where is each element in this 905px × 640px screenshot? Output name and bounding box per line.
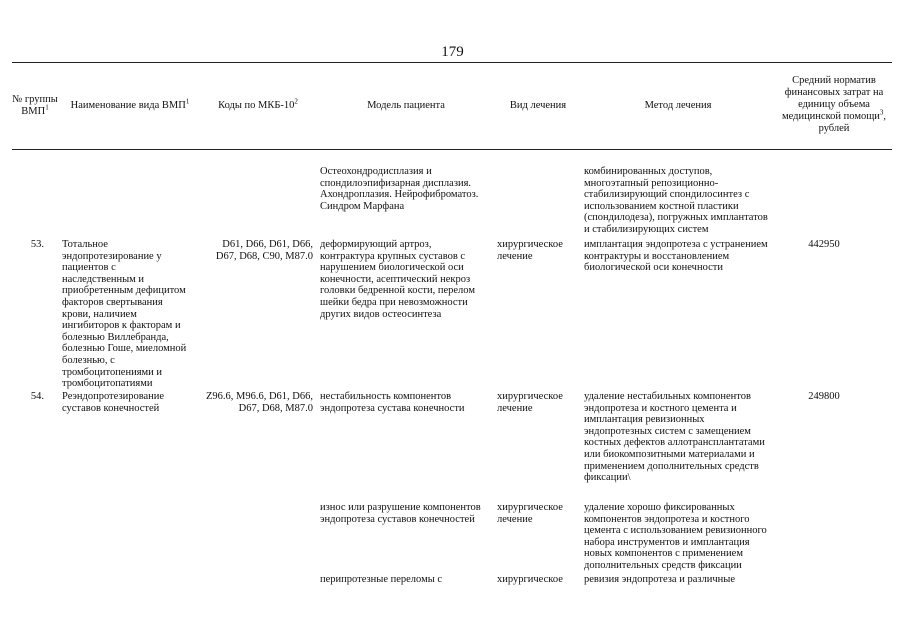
row-53-cost: 442950 bbox=[808, 239, 840, 250]
continuation-patient-model: Остеохондродисплазия и спондилоэпифизарная дисплазия. Ахондроплазия. Нейрофиброматоз. Синдром Марфана bbox=[320, 166, 479, 212]
row-54-cost: 249800 bbox=[808, 391, 840, 402]
footnote-mark: 2 bbox=[294, 97, 298, 106]
row-53-treatment-method: имплантация эндопротеза с устранением контрактуры и восстановлением биологической оси конечности bbox=[584, 239, 768, 274]
row-54c-treatment-method: ревизия эндопротеза и различные bbox=[584, 574, 735, 585]
row-53-number: 53. bbox=[30, 239, 44, 250]
row-54-treatment-type: хирургическое лечение bbox=[497, 391, 563, 414]
header-cost-norm-label: Средний норматив финансовых затрат на единицу объема медицинской помощи bbox=[781, 75, 884, 122]
row-53-patient-model: деформирующий артроз, контрактура крупных суставов с нарушением биологической оси конечности, асептический некроз головки бедренной кости, перелом шейки бедра при невозможности других видов остеосинтеза bbox=[320, 239, 475, 320]
row-53-treatment-type: хирургическое лечение bbox=[497, 239, 563, 262]
continuation-treatment-method: комбинированных доступов, многоэтапный репозиционно- стабилизирующий спондилосинтез с использованием костной пластики (спондилодеза), погружных имплантатов и стабилизирующих систем bbox=[584, 166, 768, 235]
header-group-number-label: № группы ВМП bbox=[12, 94, 58, 117]
row-53-vmp-name: Тотальное эндопротезирование у пациентов с наследственным и приобретенным дефицитом факторов свертывания крови, наличием ингибиторов к факторам и болезнью Виллебранда, болезнью Гоше, миеломной болезнью, с тромбоцитопениями и тромбоцитопатиями bbox=[62, 239, 187, 390]
footnote-mark: 1 bbox=[185, 97, 190, 106]
header-icd-codes-label: Коды по МКБ-10 bbox=[218, 100, 295, 111]
header-vmp-name bbox=[60, 68, 200, 144]
header-cost-norm bbox=[776, 62, 892, 148]
row-54b-treatment-type: хирургическое лечение bbox=[497, 502, 563, 525]
header-patient-model-label: Модель пациента bbox=[367, 100, 445, 111]
header-treatment-method-label: Метод лечения bbox=[644, 100, 712, 111]
header-treatment-type-label: Вид лечения bbox=[509, 100, 567, 111]
page-number: 179 bbox=[441, 44, 464, 60]
row-54-number: 54. bbox=[30, 391, 44, 402]
row-54-patient-model: нестабильность компонентов эндопротеза сустава конечности bbox=[320, 391, 465, 414]
header-icd-codes bbox=[200, 68, 316, 144]
header-patient-model bbox=[318, 68, 494, 144]
row-54c-patient-model: перипротезные переломы с bbox=[320, 574, 443, 585]
footnote-mark: 1 bbox=[45, 103, 49, 112]
footnote-mark: 3 bbox=[879, 108, 884, 117]
row-54b-treatment-method: удаление хорошо фиксированных компонентов эндопротеза и костного цемента с использованием ревизионного набора инструментов и имплантация новых компонентов с применением дополнительных средств фиксации bbox=[584, 502, 767, 571]
row-54b-patient-model: износ или разрушение компонентов эндопротеза суставов конечностей bbox=[320, 502, 481, 525]
header-treatment-method bbox=[582, 68, 774, 144]
header-cost-norm-unit: , рублей bbox=[818, 111, 887, 134]
row-54-treatment-method: удаление нестабильных компонентов эндопротеза и костного цемента и имплантация ревизионных эндопротезных систем с замещением костных дефектов аллотрансплантатами или биокомпозитными материалами и применением дополнительных средств фиксации\ bbox=[584, 391, 765, 484]
header-vmp-name-label: Наименование вида ВМП bbox=[70, 100, 186, 111]
header-bottom-rule bbox=[12, 149, 892, 150]
header-treatment-type bbox=[496, 68, 580, 144]
row-54-icd-codes: Z96.6, M96.6, D61, D66, D67, D68, M87.0 bbox=[205, 391, 313, 414]
row-54c-treatment-type: хирургическое bbox=[497, 574, 563, 585]
row-54-vmp-name: Реэндопротезирование суставов конечностей bbox=[62, 391, 165, 414]
header-group-number bbox=[12, 68, 58, 144]
row-53-icd-codes: D61, D66, D61, D66, D67, D68, C90, M87.0 bbox=[215, 239, 313, 262]
table-top-rule bbox=[12, 62, 892, 63]
